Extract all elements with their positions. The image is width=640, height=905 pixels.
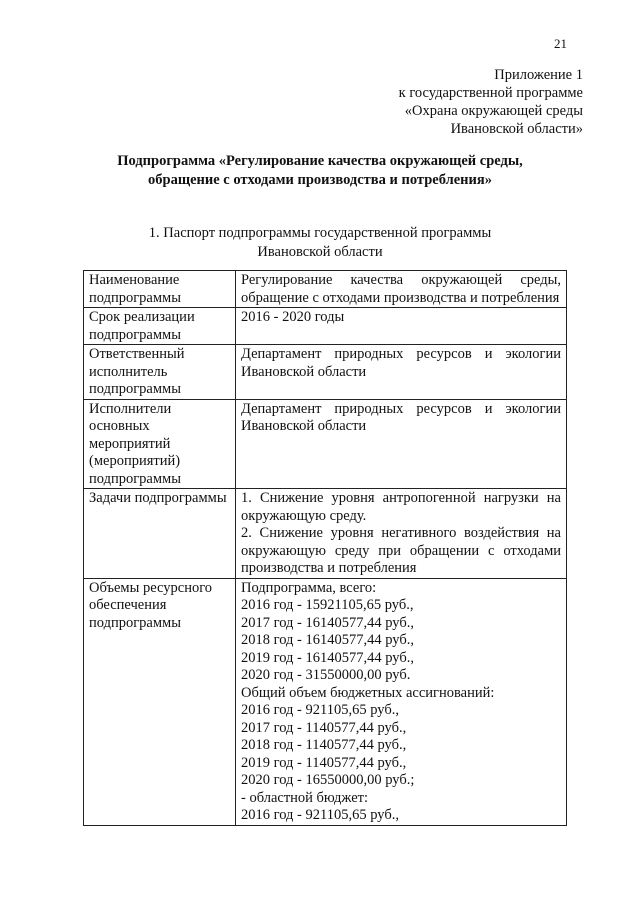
funding-line: 2020 год - 16550000,00 руб.; [241, 772, 415, 788]
funding-line: 2017 год - 16140577,44 руб., [241, 614, 414, 631]
row-value: Регулирование качества окружающей среды, обращение с отходами производства и потребления [236, 271, 567, 308]
subprogram-title-line: обращение с отходами производства и потребления» [148, 172, 492, 188]
page-number: 21 [554, 36, 567, 51]
section-title [0, 224, 640, 262]
row-label: Исполнители основных мероприятий (мероприятий) подпрограммы [84, 399, 236, 489]
section-title-line: Ивановской области [257, 244, 383, 260]
funding-line: 2019 год - 1140577,44 руб., [241, 754, 407, 771]
funding-line: 2018 год - 16140577,44 руб., [241, 632, 414, 648]
row-value: Департамент природных ресурсов и экологии Ивановской области [236, 345, 567, 400]
row-label: Срок реализации подпрограммы [84, 308, 236, 345]
row-value [236, 578, 567, 825]
row-value: Департамент природных ресурсов и экологии Ивановской области [236, 399, 567, 489]
funding-line: 2018 год - 1140577,44 руб., [241, 737, 407, 753]
funding-line: 2017 год - 1140577,44 руб., [241, 719, 407, 736]
table-row [84, 345, 567, 400]
row-label: Объемы ресурсного обеспечения подпрограммы [84, 578, 236, 825]
funding-line: 2019 год - 16140577,44 руб., [241, 649, 414, 666]
appendix-line: к государственной программе [398, 85, 583, 101]
row-label: Наименование подпрограммы [84, 271, 236, 308]
table-row [84, 489, 567, 579]
funding-line: Общий объем бюджетных ассигнований: [241, 684, 495, 701]
funding-line: 2016 год - 921105,65 руб., [241, 807, 399, 823]
appendix-line: «Охрана окружающей среды [404, 103, 583, 119]
table-row [84, 399, 567, 489]
task-item: 1. Снижение уровня антропогенной нагрузки на окружающую среду. [241, 490, 561, 524]
funding-line: 2016 год - 921105,65 руб., [241, 702, 399, 718]
funding-line: Подпрограмма, всего: [241, 579, 377, 596]
table-row [84, 308, 567, 345]
table-row [84, 578, 567, 825]
row-label: Ответственный исполнитель подпрограммы [84, 345, 236, 400]
appendix-line: Приложение 1 [494, 67, 583, 83]
appendix-line: Ивановской области» [450, 121, 583, 137]
funding-line: 2020 год - 31550000,00 руб. [241, 667, 411, 683]
row-value [236, 489, 567, 579]
appendix-header [399, 66, 583, 138]
passport-table [83, 270, 567, 826]
row-value: 2016 - 2020 годы [236, 308, 567, 345]
funding-line: - областной бюджет: [241, 789, 369, 806]
row-label: Задачи подпрограммы [84, 489, 236, 579]
section-title-line: 1. Паспорт подпрограммы государственной программы [148, 225, 492, 241]
table-row [84, 271, 567, 308]
task-item: 2. Снижение уровня негативного воздействия на окружающую среду при обращении с отходами производства и потребления [241, 525, 561, 576]
funding-line: 2016 год - 15921105,65 руб., [241, 597, 414, 613]
subprogram-title-line: Подпрограмма «Регулирование качества окружающей среды, [117, 153, 523, 169]
subprogram-title [0, 152, 640, 190]
